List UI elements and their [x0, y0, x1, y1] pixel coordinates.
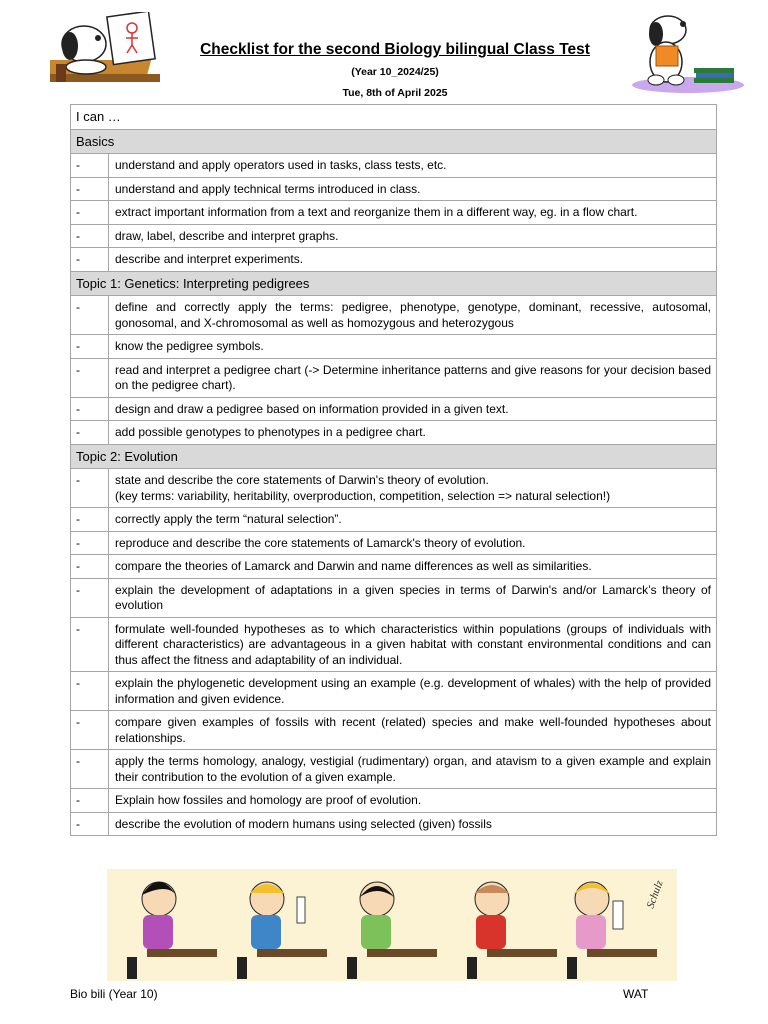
bullet-dash: - [71, 296, 109, 335]
snoopy-reading-illustration [628, 10, 746, 94]
bullet-dash: - [71, 335, 109, 359]
checklist-item [71, 555, 717, 579]
bullet-dash: - [71, 201, 109, 225]
item-text: read and interpret a pedigree chart (-> Determine inheritance patterns and give reasons for your decision based on the pedigree chart). [109, 358, 717, 397]
intro-label: I can … [71, 105, 717, 130]
checklist-item [71, 296, 717, 335]
peanuts-students-illustration [107, 869, 677, 981]
checklist-item [71, 508, 717, 532]
intro-row [71, 105, 717, 130]
bullet-dash: - [71, 789, 109, 813]
section-title: Basics [71, 129, 717, 154]
bullet-dash: - [71, 812, 109, 836]
footer-course: Bio bili (Year 10) [70, 987, 158, 1001]
section-header-genetics [71, 271, 717, 296]
item-text: draw, label, describe and interpret graphs. [109, 224, 717, 248]
bullet-dash: - [71, 617, 109, 672]
bullet-dash: - [71, 531, 109, 555]
bullet-dash: - [71, 177, 109, 201]
checklist-item [71, 177, 717, 201]
checklist-item [71, 358, 717, 397]
school-year: (Year 10_2024/25) [351, 66, 439, 78]
bullet-dash: - [71, 248, 109, 272]
bullet-dash: - [71, 154, 109, 178]
bullet-dash: - [71, 421, 109, 445]
bullet-dash: - [71, 224, 109, 248]
item-text: design and draw a pedigree based on information provided in a given text. [109, 397, 717, 421]
checklist-item [71, 812, 717, 836]
bullet-dash: - [71, 358, 109, 397]
checklist-item [71, 578, 717, 617]
checklist-item [71, 154, 717, 178]
checklist-item [71, 711, 717, 750]
item-text: state and describe the core statements of Darwin's theory of evolution. (key terms: variability, heritability, overproduction, competition, selection => natural selection!) [109, 469, 717, 508]
item-text: explain the development of adaptations in a given species in terms of Darwin's and/or Lamarck’s theory of evolution [109, 578, 717, 617]
checklist-item [71, 531, 717, 555]
checklist-item [71, 397, 717, 421]
item-text: add possible genotypes to phenotypes in a pedigree chart. [109, 421, 717, 445]
item-text: understand and apply technical terms introduced in class. [109, 177, 717, 201]
item-text: describe and interpret experiments. [109, 248, 717, 272]
section-header-evolution [71, 444, 717, 469]
section-header-basics [71, 129, 717, 154]
checklist-item [71, 335, 717, 359]
checklist-item [71, 750, 717, 789]
item-text: compare the theories of Lamarck and Darwin and name differences as well as similarities. [109, 555, 717, 579]
bullet-dash: - [71, 555, 109, 579]
checklist-item [71, 248, 717, 272]
item-text: correctly apply the term “natural selection”. [109, 508, 717, 532]
item-text: Explain how fossiles and homology are proof of evolution. [109, 789, 717, 813]
section-title: Topic 1: Genetics: Interpreting pedigrees [71, 271, 717, 296]
bullet-dash: - [71, 711, 109, 750]
item-text: compare given examples of fossils with recent (related) species and make well-founded hypotheses about relationships. [109, 711, 717, 750]
section-title: Topic 2: Evolution [71, 444, 717, 469]
item-text: understand and apply operators used in tasks, class tests, etc. [109, 154, 717, 178]
bullet-dash: - [71, 750, 109, 789]
test-date: Tue, 8th of April 2025 [342, 87, 448, 99]
bullet-dash: - [71, 672, 109, 711]
item-text: formulate well-founded hypotheses as to which characteristics within populations (groups of individuals with different characteristics) are advantageous in a given habitat with constant environmental conditions and can thus affect the fitness and adaptability of an individual. [109, 617, 717, 672]
item-text: define and correctly apply the terms: pedigree, phenotype, genotype, dominant, recessive, autosomal, gonosomal, and X-chromosomal as well as homozygous and heterozygous [109, 296, 717, 335]
item-text: know the pedigree symbols. [109, 335, 717, 359]
item-text: explain the phylogenetic development using an example (e.g. development of whales) with the help of provided information and given evidence. [109, 672, 717, 711]
bullet-dash: - [71, 578, 109, 617]
footer-initials: WAT [623, 987, 649, 1001]
item-text: extract important information from a text and reorganize them in a different way, eg. in a flow chart. [109, 201, 717, 225]
item-text: describe the evolution of modern humans using selected (given) fossils [109, 812, 717, 836]
checklist-item [71, 421, 717, 445]
bullet-dash: - [71, 469, 109, 508]
checklist-item [71, 469, 717, 508]
checklist-item [71, 224, 717, 248]
checklist-item [71, 672, 717, 711]
bullet-dash: - [71, 397, 109, 421]
artist-signature: Schulz [644, 878, 666, 911]
item-text: reproduce and describe the core statements of Lamarck's theory of evolution. [109, 531, 717, 555]
page-title: Checklist for the second Biology bilingual Class Test [200, 41, 590, 58]
checklist-table [70, 104, 717, 836]
checklist-item [71, 789, 717, 813]
item-text: apply the terms homology, analogy, vestigial (rudimentary) organ, and atavism to a given example and explain their contribution to the evolution of a given example. [109, 750, 717, 789]
bullet-dash: - [71, 508, 109, 532]
checklist-item [71, 617, 717, 672]
checklist-item [71, 201, 717, 225]
